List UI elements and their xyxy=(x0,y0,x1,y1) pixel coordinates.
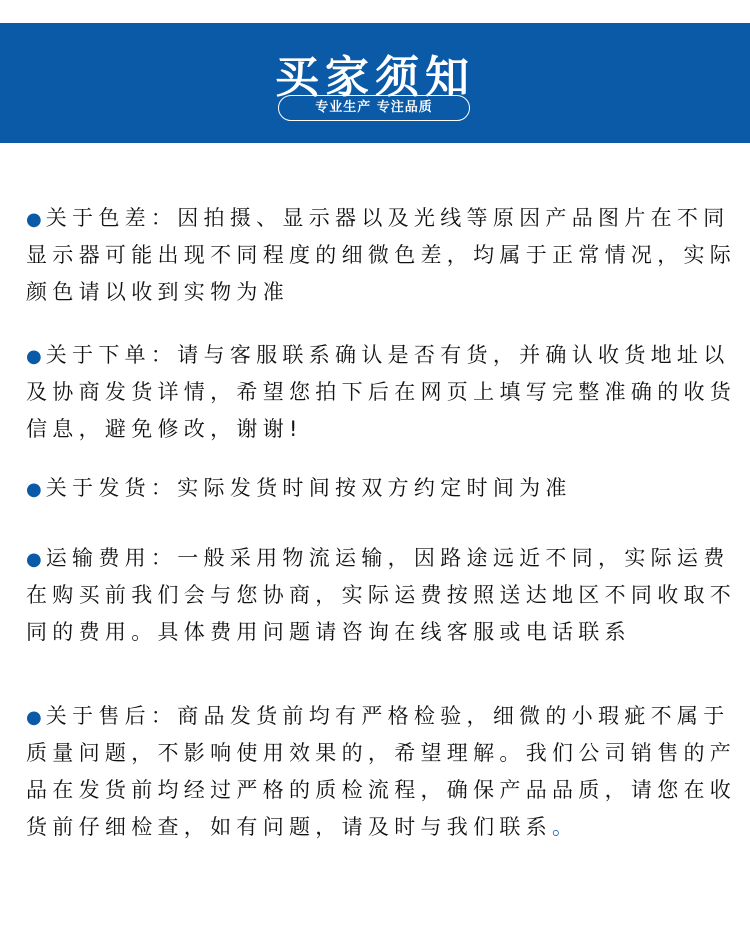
notice-text: 关于下单：请与客服联系确认是否有货，并确认收货地址以 xyxy=(45,343,730,367)
notice-line xyxy=(26,772,736,809)
notice-line xyxy=(26,698,736,735)
notice-line xyxy=(26,470,736,507)
notice-text: 同的费用。具体费用问题请咨询在线客服或电话联系 xyxy=(26,620,631,644)
notice-shipping xyxy=(26,470,736,507)
notice-line xyxy=(26,374,736,411)
notice-line xyxy=(26,577,736,614)
notice-after-sales xyxy=(26,698,736,846)
notice-line xyxy=(26,237,736,274)
notice-line xyxy=(26,540,736,577)
end-mark: 。 xyxy=(552,815,579,839)
notice-line xyxy=(26,735,736,772)
bullet-icon: ● xyxy=(26,549,42,570)
notice-text: 品在发货前均经过严格的质检流程，确保产品品质，请您在收 xyxy=(26,778,737,802)
notice-text: 关于发货：实际发货时间按双方约定时间为准 xyxy=(45,476,572,500)
notice-ordering xyxy=(26,337,736,448)
notice-text: 运输费用：一般采用物流运输，因路途远近不同，实际运费 xyxy=(45,546,730,570)
notice-text: 关于售后：商品发货前均有严格检验，细微的小瑕疵不属于 xyxy=(45,704,730,728)
notice-text: 在购买前我们会与您协商，实际运费按照送达地区不同收取不 xyxy=(26,583,737,607)
notice-line xyxy=(26,274,736,311)
bullet-icon: ● xyxy=(26,346,42,367)
notice-line xyxy=(26,614,736,651)
notice-text: 货前仔细检查，如有问题，请及时与我们联系 xyxy=(26,815,552,839)
notice-line xyxy=(26,809,736,846)
notice-line xyxy=(26,337,736,374)
header-banner xyxy=(0,23,750,143)
notice-color-difference xyxy=(26,200,736,311)
notice-text: 颜色请以收到实物为准 xyxy=(26,280,289,304)
bullet-icon: ● xyxy=(26,209,42,230)
bullet-icon: ● xyxy=(26,479,42,500)
notice-line xyxy=(26,411,736,448)
page-title: 买家须知 xyxy=(275,52,475,103)
notice-text: 关于色差：因拍摄、显示器以及光线等原因产品图片在不同 xyxy=(45,206,730,230)
notice-text: 质量问题，不影响使用效果的，希望理解。我们公司销售的产 xyxy=(26,741,737,765)
notice-shipping-cost xyxy=(26,540,736,651)
notice-text: 信息，避免修改，谢谢! xyxy=(26,417,303,441)
notice-text: 及协商发货详情，希望您拍下后在网页上填写完整准确的收货 xyxy=(26,380,737,404)
slogan-badge: 专业生产 专注品质 xyxy=(278,95,470,121)
bullet-icon: ● xyxy=(26,707,42,728)
notice-text: 显示器可能出现不同程度的细微色差，均属于正常情况，实际 xyxy=(26,243,737,267)
notice-line xyxy=(26,200,736,237)
